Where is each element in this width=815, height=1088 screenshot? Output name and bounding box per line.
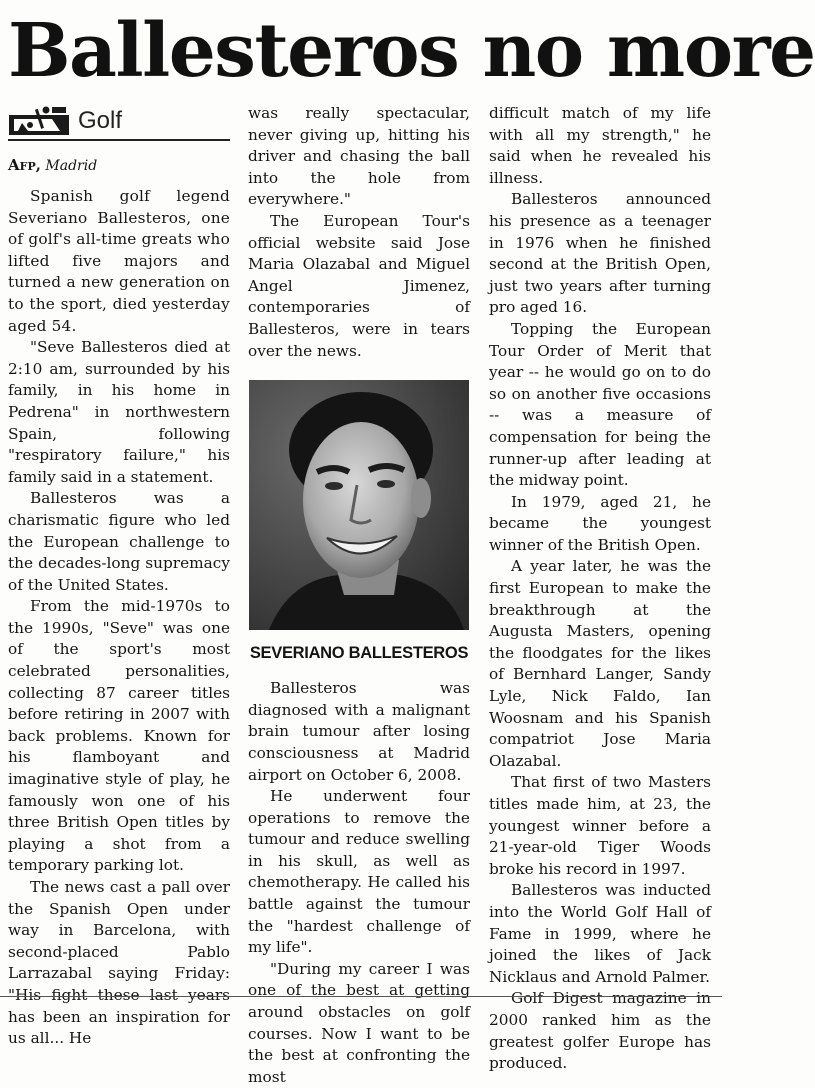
photo-caption: SEVERIANO BALLESTEROS (249, 644, 469, 663)
section-label: Golf (78, 107, 123, 135)
paragraph: "During my career I was one of the best at getting around obstacles on golf courses. Now I want to be the best at confronting the most (248, 959, 470, 1086)
paragraph: Ballesteros announced his presence as a teenager in 1976 when he finished second at the British Open, just two years after turning pro aged 16. (489, 190, 711, 317)
headline: Ballesteros no more (8, 8, 815, 94)
paragraph: The news cast a pall over the Spanish Open under way in Barcelona, with second-placed Pablo Larrazabal saying Friday: "His fight these last years has been an inspiration for us all... He (8, 878, 230, 1048)
article-column-2 (248, 103, 470, 1088)
paragraph: Ballesteros was inducted into the World Golf Hall of Fame in 1999, where he joined the likes of Jack Nicklaus and Arnold Palmer. (489, 881, 711, 986)
paragraph: was really spectacular, never giving up, hitting his driver and chasing the ball into the hole from everywhere." (248, 104, 470, 209)
paragraph: Topping the European Tour Order of Merit that year -- he would go on to do so on another five occasions -- was a measure of compensation for being the runner-up after leading at the midway point. (489, 319, 711, 490)
paragraph: Golf Digest magazine in 2000 ranked him as the greatest golfer Europe has produced. (489, 989, 711, 1073)
paragraph: The European Tour's official website said Jose Maria Olazabal and Miguel Angel Jimenez, contemporaries of Ballesteros, were in tears over the news. (248, 211, 470, 360)
paragraph: That first of two Masters titles made him, at 23, the youngest winner before a 21-year-old Tiger Woods broke his record in 1997. (489, 773, 711, 878)
golf-bag-icon (8, 106, 70, 136)
paragraph: Spanish golf legend Severiano Ballesteros, one of golf's all-time greats who lifted five majors and turned a new generation on to the sport, died yesterday aged 54. (8, 187, 230, 335)
article-column-1 (8, 103, 230, 1050)
paragraph: Ballesteros was a charismatic figure who led the European challenge to the decades-long supremacy of the United States. (8, 489, 230, 594)
portrait-photo (249, 380, 469, 630)
paragraph: In 1979, aged 21, he became the youngest winner of the British Open. (489, 492, 711, 554)
paragraph: "Seve Ballesteros died at 2:10 am, surrounded by his family, in his home in Pedrena" in northwestern Spain, following "respiratory failure," his family said in a statement. (8, 338, 230, 486)
byline-agency: Afp, (8, 156, 41, 174)
article-column-3 (489, 103, 711, 1075)
section-header (8, 103, 230, 141)
paragraph: He underwent four operations to remove the tumour and reduce swelling in his skull, as well as chemotherapy. He called his battle against the tumour the "hardest challenge of my life". (248, 787, 470, 957)
byline (8, 155, 230, 176)
paragraph: A year later, he was the first European to make the breakthrough at the Augusta Masters, opening the floodgates for the likes of Bernhard Langer, Sandy Lyle, Nick Faldo, Ian Woosnam and his Spanish compatriot Jose Maria Olazabal. (489, 557, 711, 770)
bottom-rule (0, 996, 722, 997)
paragraph: From the mid-1970s to the 1990s, "Seve" was one of the sport's most celebrated personalities, collecting 87 career titles before retiring in 2007 with back problems. Known for his flamboyant and imaginative style of play, he famously won one of his three British Open titles by playing a shot from a temporary parking lot. (8, 597, 230, 875)
paragraph: difficult match of my life with all my strength," he said when he revealed his illness. (489, 104, 711, 187)
byline-place: Madrid (45, 158, 98, 174)
paragraph: Ballesteros was diagnosed with a malignant brain tumour after losing consciousness at Madrid airport on October 6, 2008. (248, 679, 470, 784)
